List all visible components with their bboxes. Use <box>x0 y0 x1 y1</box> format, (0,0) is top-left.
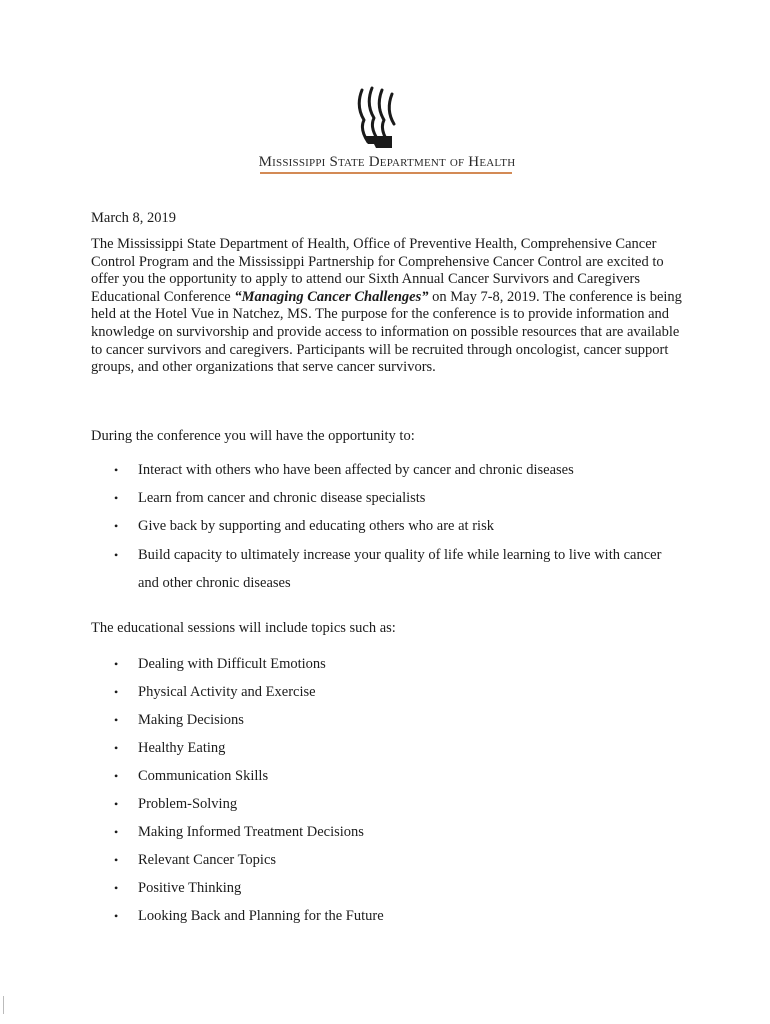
list-item: • Build capacity to ultimately increase your quality of life while learning to live with cancer and other chronic diseases <box>112 541 682 597</box>
list-item: • Dealing with Difficult Emotions <box>114 656 326 672</box>
list-item: • Learn from cancer and chronic disease specialists <box>114 490 426 506</box>
bullet-icon: • <box>114 825 119 839</box>
conference-title: “Managing Cancer Challenges” <box>234 288 429 305</box>
bullet-icon: • <box>114 853 119 867</box>
bullet-icon: • <box>114 463 119 477</box>
bullet-icon: • <box>114 491 119 505</box>
intro-paragraph <box>91 236 691 377</box>
bullet-icon: • <box>114 713 119 727</box>
topics-list <box>112 655 682 935</box>
scan-margin-mark <box>3 996 4 1014</box>
list-item: • Healthy Eating <box>114 740 226 756</box>
list-item: • Problem-Solving <box>114 796 238 812</box>
opportunity-intro: During the conference you will have the opportunity to: <box>91 428 415 444</box>
bullet-icon: • <box>114 881 119 895</box>
header-divider <box>260 172 512 174</box>
bullet-icon: • <box>114 685 119 699</box>
bullet-icon: • <box>114 769 119 783</box>
topics-intro: The educational sessions will include topics such as: <box>91 620 396 636</box>
opportunity-list <box>112 461 682 607</box>
bullet-icon: • <box>114 519 119 533</box>
list-item: • Relevant Cancer Topics <box>114 852 277 868</box>
bullet-icon: • <box>114 741 119 755</box>
list-item: • Give back by supporting and educating others who are at risk <box>114 518 494 534</box>
list-item: • Positive Thinking <box>114 880 242 896</box>
letter-date: March 8, 2019 <box>91 210 176 226</box>
bullet-icon: • <box>114 548 119 562</box>
bullet-icon: • <box>114 909 119 923</box>
organization-name: Mississippi State Department of Health <box>258 154 516 170</box>
list-item: • Physical Activity and Exercise <box>114 684 316 700</box>
list-item: • Making Decisions <box>114 712 244 728</box>
intro-text-before: The Mississippi State Department of Health, Office of Preventive Health, Comprehensive Cancer Control Program and the Mississippi Partnership for Comprehensive Cancer Control are excited to offer you the opportunity to apply to attend our Sixth Annual Cancer Survivors and Caregivers Educational Conference <box>91 236 664 305</box>
list-item: • Communication Skills <box>114 768 269 784</box>
list-item: • Making Informed Treatment Decisions <box>114 824 364 840</box>
intro-text-after: on May 7-8, 2019. The conference is being held at the Hotel Vue in Natchez, MS. The purpose for the conference is to provide information and knowledge on survivorship and provide access to information on possible resources that are available to cancer survivors and caregivers. Participants will be recruited through oncologist, cancer support groups, and other organizations that serve cancer survivors. <box>91 288 682 376</box>
mississippi-state-health-logo-icon <box>352 86 402 152</box>
list-item: • Interact with others who have been affected by cancer and chronic diseases <box>114 462 574 478</box>
bullet-icon: • <box>114 657 119 671</box>
bullet-icon: • <box>114 797 119 811</box>
list-item: • Looking Back and Planning for the Future <box>114 908 384 924</box>
